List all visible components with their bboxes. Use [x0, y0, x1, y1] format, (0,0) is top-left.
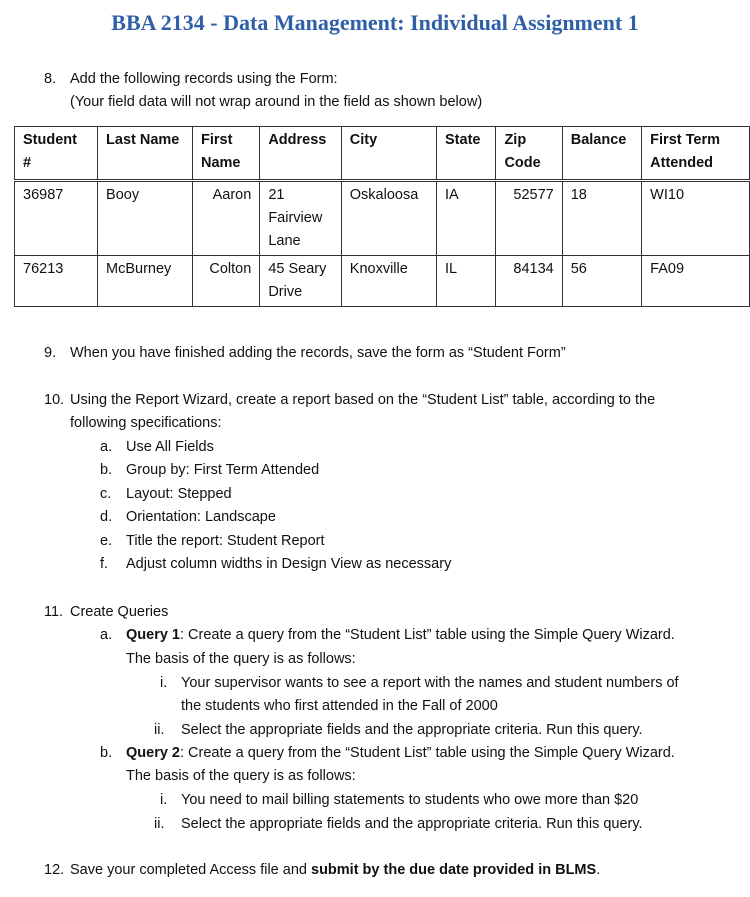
- instruction-text: Save your completed Access file and submit by the due date provided in BLMS.: [70, 862, 601, 878]
- column-header: Balance: [562, 127, 641, 181]
- list-item: the students who first attended in the Fall of 2000: [181, 698, 498, 714]
- list-marker: a.: [100, 439, 113, 455]
- table-cell: 84134: [496, 256, 562, 307]
- list-item: You need to mail billing statements to students who owe more than $20: [181, 792, 639, 808]
- list-item: Layout: Stepped: [126, 486, 232, 502]
- list-item: Select the appropriate fields and the appropriate criteria. Run this query.: [181, 816, 643, 832]
- query-1-description: Query 1: Create a query from the “Student List” table using the Simple Query Wizard.: [126, 627, 675, 643]
- records-table: [14, 126, 750, 307]
- list-marker: ii.: [154, 722, 165, 738]
- instruction-text: following specifications:: [70, 415, 222, 431]
- table-header-row: [15, 127, 750, 181]
- table-cell: Knoxville: [341, 256, 436, 307]
- column-header: Last Name: [98, 127, 193, 181]
- list-item: Use All Fields: [126, 439, 214, 455]
- item-number: 11.: [44, 604, 64, 620]
- table-cell: McBurney: [98, 256, 193, 307]
- table-cell: IL: [437, 256, 496, 307]
- table-cell: 56: [562, 256, 641, 307]
- instruction-text: Add the following records using the Form:: [70, 71, 338, 87]
- column-header: Address: [260, 127, 341, 181]
- table-cell: 36987: [15, 181, 98, 256]
- column-header: First Name: [193, 127, 260, 181]
- instruction-text: Create Queries: [70, 604, 169, 620]
- item-number: 9.: [44, 345, 57, 361]
- item-number: 8.: [44, 71, 57, 87]
- document-title: BBA 2134 - Data Management: Individual Assignment 1: [111, 10, 639, 35]
- list-marker: i.: [160, 675, 168, 691]
- item-number: 10.: [44, 392, 65, 408]
- table-cell: Oskaloosa: [341, 181, 436, 256]
- table-cell: FA09: [642, 256, 750, 307]
- instruction-text: Using the Report Wizard, create a report based on the “Student List” table, according to the: [70, 392, 656, 408]
- table-cell: 18: [562, 181, 641, 256]
- list-marker: ii.: [154, 816, 165, 832]
- column-header: Student #: [15, 127, 98, 181]
- table-cell: Colton: [193, 256, 260, 307]
- table-cell: 45 Seary Drive: [260, 256, 341, 307]
- list-marker: i.: [160, 792, 168, 808]
- list-item: Your supervisor wants to see a report with the names and student numbers of: [181, 675, 679, 691]
- table-cell: WI10: [642, 181, 750, 256]
- list-item: Adjust column widths in Design View as necessary: [126, 556, 452, 572]
- list-marker: f.: [100, 556, 109, 572]
- table-row: [15, 181, 750, 256]
- list-marker: c.: [100, 486, 112, 502]
- table-cell: 52577: [496, 181, 562, 256]
- column-header: Zip Code: [496, 127, 562, 181]
- table-row: [15, 256, 750, 307]
- list-marker: d.: [100, 509, 113, 525]
- query-basis: The basis of the query is as follows:: [126, 768, 356, 784]
- list-marker: b.: [100, 462, 113, 478]
- query-basis: The basis of the query is as follows:: [126, 651, 356, 667]
- column-header: State: [437, 127, 496, 181]
- list-item: Select the appropriate fields and the appropriate criteria. Run this query.: [181, 722, 643, 738]
- instruction-note: (Your field data will not wrap around in the field as shown below): [70, 94, 483, 110]
- list-marker: b.: [100, 745, 113, 761]
- list-item: Title the report: Student Report: [126, 533, 325, 549]
- table-cell: Booy: [98, 181, 193, 256]
- list-marker: a.: [100, 627, 113, 643]
- table-cell: 76213: [15, 256, 98, 307]
- list-item: Orientation: Landscape: [126, 509, 276, 525]
- instruction-text: When you have finished adding the records, save the form as “Student Form”: [70, 345, 566, 361]
- table-cell: Aaron: [193, 181, 260, 256]
- column-header: City: [341, 127, 436, 181]
- table-cell: IA: [437, 181, 496, 256]
- query-2-description: Query 2: Create a query from the “Student List” table using the Simple Query Wizard.: [126, 745, 675, 761]
- table-cell: 21 Fairview Lane: [260, 181, 341, 256]
- item-number: 12.: [44, 862, 65, 878]
- list-marker: e.: [100, 533, 113, 549]
- list-item: Group by: First Term Attended: [126, 462, 320, 478]
- column-header: First Term Attended: [642, 127, 750, 181]
